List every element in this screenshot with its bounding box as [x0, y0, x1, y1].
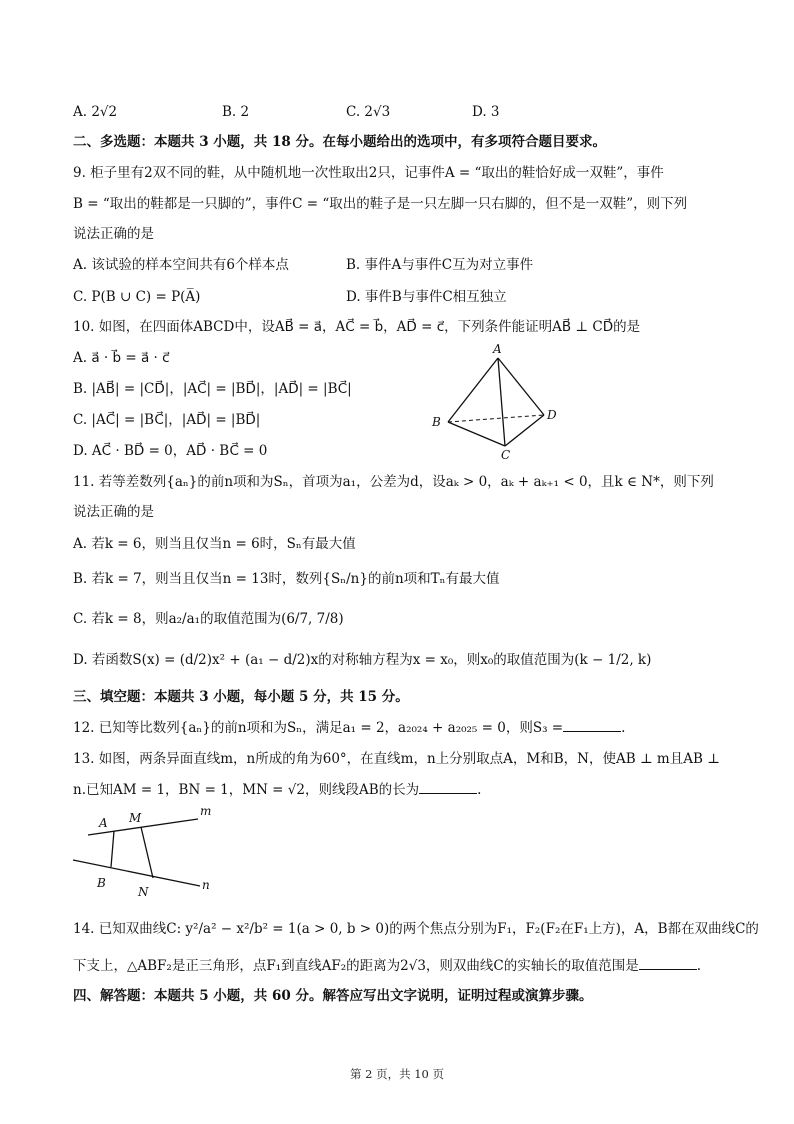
q11-option-d: D. 若函数S(x) = (d/2)x² + (a₁ − d/2)x的对称轴方程为x = x₀，则x₀的取值范围为(k − 1/2, k): [73, 652, 652, 668]
q9-line3: 说法正确的是: [73, 226, 154, 242]
vertex-label-c: C: [501, 448, 511, 460]
q13-end: .: [477, 782, 482, 798]
q9-option-c: C. P(B ∪ C) = P(A̅): [73, 289, 201, 305]
q8-option-b: B. 2: [222, 104, 250, 120]
point-label-a: A: [99, 816, 108, 830]
q9-option-d: D. 事件B与事件C相互独立: [346, 289, 507, 305]
section3-heading: 三、填空题：本题共 3 小题，每小题 5 分，共 15 分。: [73, 689, 409, 705]
q9-option-a: A. 该试验的样本空间共有6个样本点: [73, 257, 289, 273]
q13-line1: 13. 如图，两条异面直线m，n所成的角为60°，在直线m，n上分别取点A，M和B，N，使AB ⊥ m且AB ⊥: [73, 751, 720, 767]
q14-line2: 下支上，△ABF₂是正三角形，点F₁到直线AF₂的距离为2√3，则双曲线C的实轴长的取值范围是: [73, 958, 639, 974]
vertex-label-b: B: [432, 415, 441, 429]
q9-option-b: B. 事件A与事件C互为对立事件: [346, 257, 534, 273]
q10-option-d: D. AC⃗ · BD⃗ = 0，AD⃗ · BC⃗ = 0: [73, 443, 268, 459]
section4-heading: 四、解答题：本题共 5 小题，共 60 分。解答应写出文字说明，证明过程或演算步骤。: [73, 988, 593, 1004]
q11-line1: 11. 若等差数列{aₙ}的前n项和为Sₙ，首项为a₁，公差为d，设aₖ > 0，aₖ + aₖ₊₁ < 0，且k ∈ N*，则下列: [73, 474, 714, 490]
q10-stem: 10. 如图，在四面体ABCD中，设AB⃗ = a⃗，AC⃗ = b⃗，AD⃗ = c⃗，下列条件能证明AB⃗ ⊥ CD⃗的是: [73, 319, 641, 335]
q12-answer-blank[interactable]: [563, 719, 621, 732]
q12-end: .: [621, 720, 626, 736]
q14-line2-row: [73, 957, 701, 975]
page-footer: 第 2 页，共 10 页: [349, 1067, 445, 1081]
skew-lines-figure: [68, 805, 228, 900]
vertex-label-d: D: [547, 408, 557, 422]
q11-line2: 说法正确的是: [73, 504, 154, 520]
section2-heading: 二、多选题：本题共 3 小题，共 18 分。在每小题给出的选项中，有多项符合题目要求。: [73, 134, 606, 150]
q13-line2-row: [73, 781, 481, 799]
q12-line: [73, 719, 625, 737]
q9-line2: B = “取出的鞋都是一只脚的”，事件C = “取出的鞋子是一只左脚一只右脚的，但不是一双鞋”，则下列: [73, 196, 688, 212]
q10-option-b: B. |AB⃗| = |CD⃗|，|AC⃗| = |BD⃗|，|AD⃗| = |BC⃗|: [73, 381, 352, 397]
point-label-m: M: [129, 811, 142, 825]
q11-option-a: A. 若k = 6，则当且仅当n = 6时，Sₙ有最大值: [73, 536, 356, 552]
q11-option-c: C. 若k = 8，则a₂/a₁的取值范围为(6/7, 7/8): [73, 611, 344, 627]
q9-line1: 9. 柜子里有2双不同的鞋，从中随机地一次性取出2只，记事件A = “取出的鞋恰好成一双鞋”，事件: [73, 165, 664, 181]
q14-line1: 14. 已知双曲线C: y²/a² − x²/b² = 1(a > 0, b > 0)的两个焦点分别为F₁，F₂(F₂在F₁上方)，A，B都在双曲线C的: [73, 921, 759, 937]
tetrahedron-figure: [425, 340, 575, 460]
line-label-n: n: [202, 878, 210, 892]
q10-option-a: A. a⃗ · b⃗ = a⃗ · c⃗: [73, 350, 170, 366]
point-label-n: N: [138, 885, 149, 899]
q14-end: .: [696, 958, 702, 974]
vertex-label-a: A: [493, 342, 502, 356]
line-label-m: m: [200, 805, 212, 818]
point-label-b: B: [97, 876, 106, 890]
q8-option-d: D. 3: [472, 104, 500, 120]
q8-option-c: C. 2√3: [346, 104, 391, 120]
q14-answer-blank[interactable]: [639, 957, 697, 970]
q13-answer-blank[interactable]: [419, 781, 477, 794]
q8-option-a: A. 2√2: [73, 104, 118, 120]
q11-option-b: B. 若k = 7，则当且仅当n = 13时，数列{Sₙ/n}的前n项和Tₙ有最大值: [73, 571, 500, 587]
q10-option-c: C. |AC⃗| = |BC⃗|，|AD⃗| = |BD⃗|: [73, 412, 261, 428]
q13-line2: n.已知AM = 1，BN = 1，MN = √2，则线段AB的长为: [73, 782, 420, 798]
q12-text: 12. 已知等比数列{aₙ}的前n项和为Sₙ，满足a₁ = 2，a₂₀₂₄ + a₂₀₂₅ = 0，则S₃ =: [73, 720, 564, 736]
